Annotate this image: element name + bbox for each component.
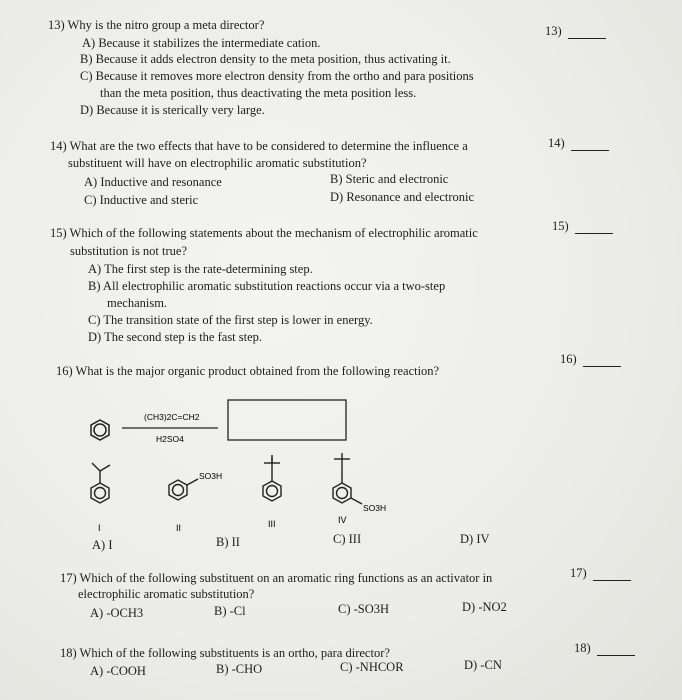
q16-option-a: A) I bbox=[92, 538, 113, 552]
q17-stem: 17) Which of the following substituent on an aromatic ring functions as an activator in bbox=[60, 571, 493, 585]
q18-answer-slot: 18) bbox=[574, 641, 635, 656]
q13-option-a: A) Because it stabilizes the intermediate cation. bbox=[82, 36, 321, 50]
q15-answer-slot: 15) bbox=[552, 219, 613, 234]
structure-ii bbox=[169, 479, 198, 500]
q14-option-d: D) Resonance and electronic bbox=[330, 190, 475, 204]
q14-option-a: A) Inductive and resonance bbox=[84, 175, 222, 189]
label-iii: III bbox=[268, 519, 276, 529]
q15-option-a: A) The first step is the rate-determining step. bbox=[88, 262, 313, 276]
q13-stem: 13) Why is the nitro group a meta director? bbox=[48, 18, 265, 32]
q15-option-d: D) The second step is the fast step. bbox=[88, 330, 263, 344]
q14-stem: 14) What are the two effects that have to be considered to determine the influence a bbox=[50, 139, 468, 153]
structure-i bbox=[91, 463, 110, 503]
product-answer-box bbox=[228, 400, 346, 440]
q16-option-b: B) II bbox=[216, 535, 240, 549]
q14-option-c: C) Inductive and steric bbox=[84, 193, 199, 207]
reaction-scheme bbox=[80, 398, 370, 448]
q18-option-c: C) -NHCOR bbox=[340, 660, 404, 674]
q13-option-b: B) Because it adds electron density to the meta position, thus activating it. bbox=[80, 52, 451, 66]
q15-option-b-cont: mechanism. bbox=[107, 296, 168, 310]
reagent-bottom: H2SO4 bbox=[156, 434, 184, 444]
q17-option-c: C) -SO3H bbox=[338, 602, 390, 616]
q14-stem-cont: substituent will have on electrophilic aromatic substitution? bbox=[68, 156, 367, 170]
benzene-reactant bbox=[91, 420, 109, 440]
q13-option-d: D) Because it is sterically very large. bbox=[80, 103, 265, 117]
q14-option-b: B) Steric and electronic bbox=[330, 172, 449, 186]
q18-stem: 18) Which of the following substituents is an ortho, para director? bbox=[60, 646, 390, 660]
label-ii: II bbox=[176, 523, 182, 533]
q13-option-c: C) Because it removes more electron density from the ortho and para positions bbox=[80, 69, 474, 83]
q17-option-d: D) -NO2 bbox=[462, 600, 507, 614]
label-i: I bbox=[98, 523, 101, 533]
q16-option-c: C) III bbox=[333, 532, 362, 546]
q14-answer-slot: 14) bbox=[548, 136, 609, 151]
q17-stem-cont: electrophilic aromatic substitution? bbox=[78, 587, 255, 601]
label-iv: IV bbox=[338, 515, 347, 525]
so3h-iv: SO3H bbox=[363, 503, 387, 513]
q16-stem: 16) What is the major organic product obtained from the following reaction? bbox=[56, 364, 440, 378]
q15-stem-cont: substitution is not true? bbox=[70, 244, 188, 258]
q13-option-c-cont: than the meta position, thus deactivating the meta position less. bbox=[100, 86, 417, 100]
q16-option-d: D) IV bbox=[460, 532, 490, 546]
q18-option-a: A) -COOH bbox=[90, 664, 146, 678]
q17-option-a: A) -OCH3 bbox=[90, 606, 144, 620]
q16-answer-slot: 16) bbox=[560, 352, 621, 367]
q13-answer-slot: 13) bbox=[545, 24, 606, 39]
q18-option-b: B) -CHO bbox=[216, 662, 263, 676]
structure-iii bbox=[263, 455, 281, 501]
so3h-ii: SO3H bbox=[199, 471, 223, 481]
structure-iv bbox=[333, 453, 362, 504]
product-structures bbox=[80, 445, 420, 535]
q18-option-d: D) -CN bbox=[464, 658, 502, 672]
reagent-top: (CH3)2C=CH2 bbox=[144, 412, 200, 422]
q15-stem: 15) Which of the following statements about the mechanism of electrophilic aromatic bbox=[50, 226, 478, 240]
q15-option-b: B) All electrophilic aromatic substitution reactions occur via a two-step bbox=[88, 279, 446, 293]
q15-option-c: C) The transition state of the first step is lower in energy. bbox=[88, 313, 373, 327]
q17-answer-slot: 17) bbox=[570, 566, 631, 581]
q17-option-b: B) -Cl bbox=[214, 604, 246, 618]
